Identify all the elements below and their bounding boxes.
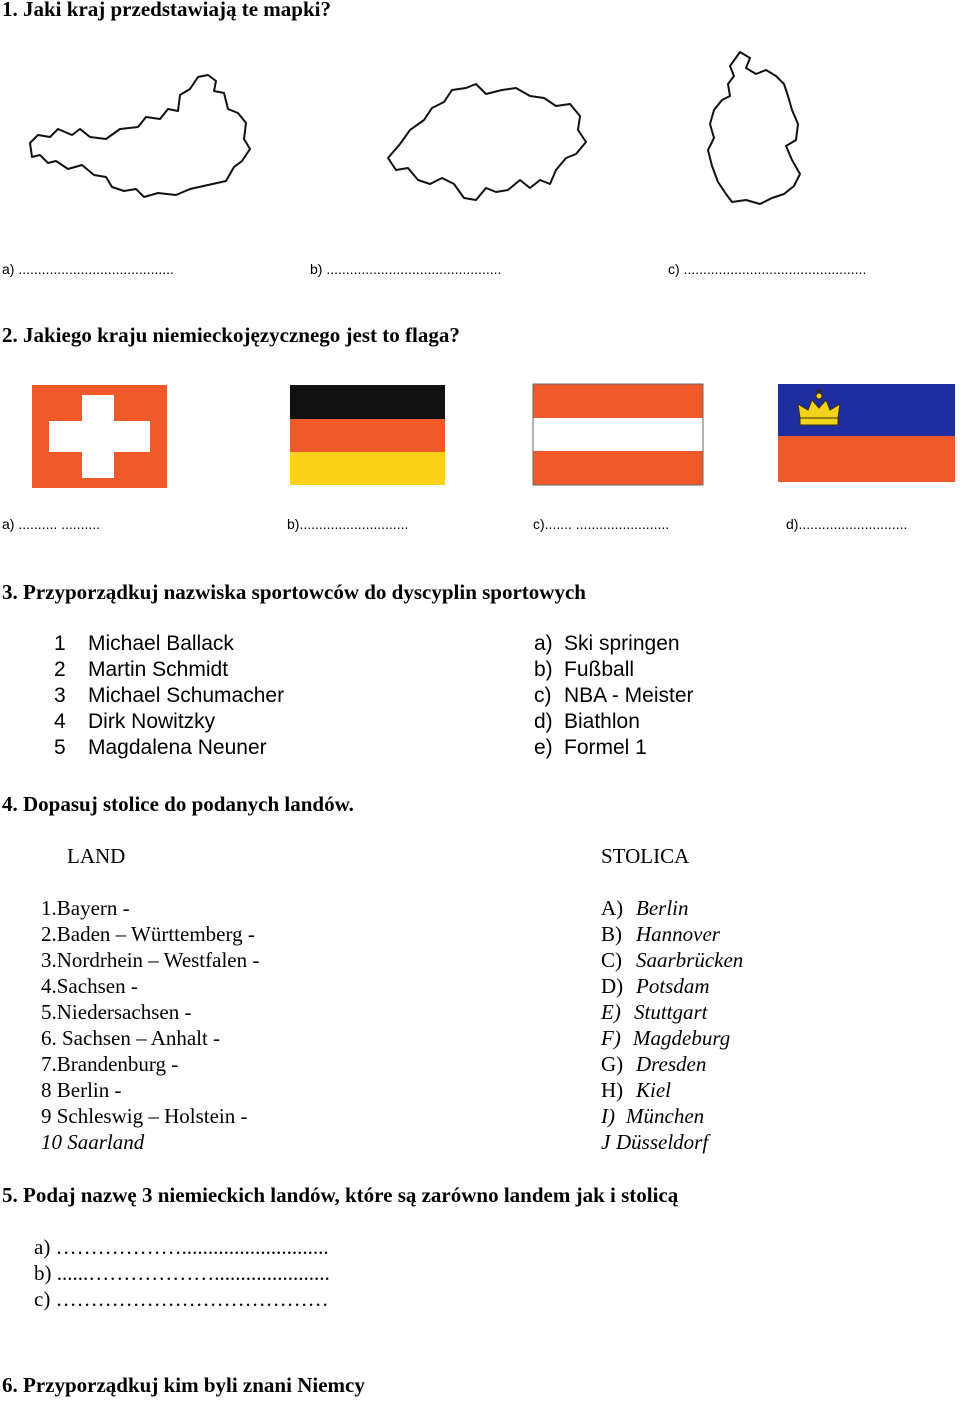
q5-answer-c[interactable]: c) ………………………………… <box>34 1287 329 1311</box>
q5-answer-a[interactable]: a) ………………............................ <box>34 1235 329 1259</box>
land-item: 5.Niedersachsen - <box>41 1000 192 1024</box>
athlete-num: 2 <box>54 658 66 681</box>
capital-city: Kiel <box>636 1078 671 1102</box>
athlete-num: 1 <box>54 632 66 655</box>
athlete-num: 4 <box>54 710 66 733</box>
athlete-name: Magdalena Neuner <box>88 736 267 759</box>
land-item: 3.Nordrhein – Westfalen - <box>41 948 260 972</box>
land-item: 1.Bayern - <box>41 896 130 920</box>
capital-city: Dresden <box>636 1052 707 1076</box>
liechtenstein-flag <box>778 384 955 482</box>
q2-answer-b[interactable]: b)............................ <box>287 516 409 532</box>
germany-outline-map <box>700 48 810 213</box>
capital-letter: G) <box>601 1052 624 1076</box>
capital-city: Magdeburg <box>633 1026 731 1050</box>
discipline-letter: c) <box>534 684 552 707</box>
q2-answer-c[interactable]: c)....... ........................ <box>533 516 670 532</box>
capital-letter: A) <box>601 896 624 920</box>
discipline-letter: d) <box>534 710 553 733</box>
question-3-title: 3. Przyporządkuj nazwiska sportowców do dyscyplin sportowych <box>2 580 586 604</box>
austria-outline-map <box>20 65 255 205</box>
capital-letter: F) <box>601 1026 621 1050</box>
question-5-title: 5. Podaj nazwę 3 niemieckich landów, które są zarówno landem jak i stolicą <box>2 1183 679 1207</box>
discipline-letter: b) <box>534 658 553 681</box>
capital-column-header: STOLICA <box>601 844 690 868</box>
land-column-header: LAND <box>67 844 126 868</box>
capital-letter: C) <box>601 948 622 972</box>
discipline-name: Formel 1 <box>564 736 647 759</box>
capital-city: Berlin <box>636 896 689 920</box>
capital-letter: B) <box>601 922 622 946</box>
land-item: 6. Sachsen – Anhalt - <box>41 1026 221 1050</box>
land-item: 9 Schleswig – Holstein - <box>41 1104 248 1128</box>
capital-city: München <box>626 1104 705 1128</box>
land-item: 8 Berlin - <box>41 1078 122 1102</box>
capital-letter: I) <box>601 1104 615 1128</box>
land-item: 10 Saarland <box>41 1130 145 1154</box>
q1-answer-b[interactable]: b) ............................................. <box>310 261 502 277</box>
question-6-title: 6. Przyporządkuj kim byli znani Niemcy <box>2 1373 365 1397</box>
q2-answer-a[interactable]: a) .......... .......... <box>2 516 101 532</box>
capital-letter: H) <box>601 1078 624 1102</box>
capital-city: Saarbrücken <box>636 948 744 972</box>
capital-letter: D) <box>601 974 624 998</box>
question-1-title: 1. Jaki kraj przedstawiają te mapki? <box>2 0 331 21</box>
q1-answer-c[interactable]: c) ............................................... <box>668 261 867 277</box>
capital-city: Düsseldorf <box>616 1130 709 1154</box>
discipline-name: NBA - Meister <box>564 684 694 707</box>
q2-answer-d[interactable]: d)............................ <box>786 516 908 532</box>
discipline-name: Biathlon <box>564 710 640 733</box>
capital-city: Potsdam <box>636 974 710 998</box>
question-4-title: 4. Dopasuj stolice do podanych landów. <box>2 792 354 816</box>
discipline-name: Fußball <box>564 658 635 681</box>
switzerland-outline-map <box>380 80 595 210</box>
land-item: 7.Brandenburg - <box>41 1052 179 1076</box>
q1-answer-a[interactable]: a) ........................................ <box>2 261 174 277</box>
athlete-name: Michael Schumacher <box>88 684 285 707</box>
athlete-name: Martin Schmidt <box>88 658 229 681</box>
athlete-name: Michael Ballack <box>88 632 234 655</box>
capital-city: Hannover <box>636 922 720 946</box>
capital-letter: E) <box>601 1000 621 1024</box>
land-item: 4.Sachsen - <box>41 974 138 998</box>
capital-letter: J <box>601 1130 611 1154</box>
discipline-letter: e) <box>534 736 553 759</box>
athlete-name: Dirk Nowitzky <box>88 710 216 733</box>
austria-flag <box>533 384 703 485</box>
athlete-num: 5 <box>54 736 66 759</box>
discipline-name: Ski springen <box>564 632 680 655</box>
switzerland-flag <box>32 385 167 488</box>
capital-city: Stuttgart <box>634 1000 708 1024</box>
athlete-num: 3 <box>54 684 66 707</box>
land-item: 2.Baden – Württemberg - <box>41 922 255 946</box>
germany-flag <box>290 385 445 485</box>
discipline-letter: a) <box>534 632 553 655</box>
question-2-title: 2. Jakiego kraju niemieckojęzycznego jest to flaga? <box>2 323 460 347</box>
q5-answer-b[interactable]: b) ......………………...................... <box>34 1261 330 1285</box>
